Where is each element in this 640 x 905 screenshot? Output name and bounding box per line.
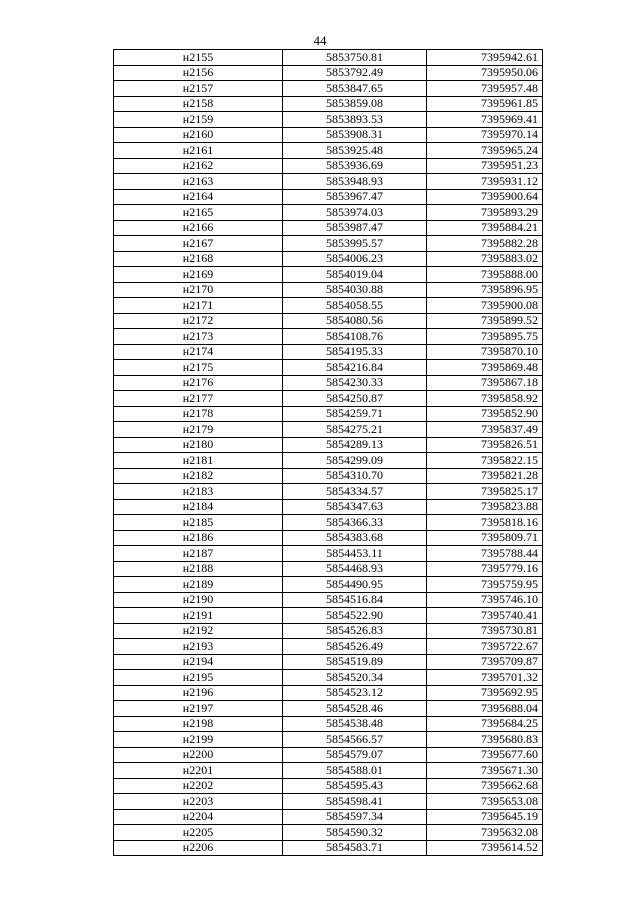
point-id-cell: н2155	[114, 50, 283, 66]
point-id-cell: н2203	[114, 794, 283, 810]
point-id-cell: н2195	[114, 670, 283, 686]
point-id-cell: н2194	[114, 654, 283, 670]
y-coordinate-cell: 7395893.29	[427, 205, 543, 221]
x-coordinate-cell: 5854595.43	[283, 778, 427, 794]
point-id-cell: н2197	[114, 701, 283, 717]
point-id-cell: н2184	[114, 499, 283, 515]
point-id-cell: н2187	[114, 546, 283, 562]
point-id-cell: н2199	[114, 732, 283, 748]
point-id-cell: н2175	[114, 360, 283, 376]
point-id-cell: н2204	[114, 809, 283, 825]
point-id-cell: н2190	[114, 592, 283, 608]
point-id-cell: н2164	[114, 189, 283, 205]
y-coordinate-cell: 7395701.32	[427, 670, 543, 686]
point-id-cell: н2167	[114, 236, 283, 252]
table-row	[114, 329, 543, 345]
point-id-cell: н2177	[114, 391, 283, 407]
x-coordinate-cell: 5854520.34	[283, 670, 427, 686]
table-row	[114, 484, 543, 500]
table-row	[114, 391, 543, 407]
point-id-cell: н2192	[114, 623, 283, 639]
table-row	[114, 670, 543, 686]
table-row	[114, 763, 543, 779]
coordinates-table-body	[114, 50, 543, 856]
x-coordinate-cell: 5853925.48	[283, 143, 427, 159]
x-coordinate-cell: 5853974.03	[283, 205, 427, 221]
x-coordinate-cell: 5854597.34	[283, 809, 427, 825]
x-coordinate-cell: 5854566.57	[283, 732, 427, 748]
table-row	[114, 360, 543, 376]
y-coordinate-cell: 7395632.08	[427, 825, 543, 841]
table-row	[114, 654, 543, 670]
point-id-cell: н2161	[114, 143, 283, 159]
table-row	[114, 453, 543, 469]
point-id-cell: н2166	[114, 220, 283, 236]
x-coordinate-cell: 5854347.63	[283, 499, 427, 515]
x-coordinate-cell: 5853893.53	[283, 112, 427, 128]
y-coordinate-cell: 7395884.21	[427, 220, 543, 236]
y-coordinate-cell: 7395688.04	[427, 701, 543, 717]
table-row	[114, 515, 543, 531]
x-coordinate-cell: 5854058.55	[283, 298, 427, 314]
y-coordinate-cell: 7395869.48	[427, 360, 543, 376]
y-coordinate-cell: 7395822.15	[427, 453, 543, 469]
point-id-cell: н2157	[114, 81, 283, 97]
table-row	[114, 158, 543, 174]
x-coordinate-cell: 5854590.32	[283, 825, 427, 841]
table-row	[114, 236, 543, 252]
x-coordinate-cell: 5854310.70	[283, 468, 427, 484]
y-coordinate-cell: 7395942.61	[427, 50, 543, 66]
point-id-cell: н2156	[114, 65, 283, 81]
y-coordinate-cell: 7395818.16	[427, 515, 543, 531]
table-row	[114, 50, 543, 66]
x-coordinate-cell: 5853995.57	[283, 236, 427, 252]
x-coordinate-cell: 5854453.11	[283, 546, 427, 562]
x-coordinate-cell: 5854366.33	[283, 515, 427, 531]
x-coordinate-cell: 5853750.81	[283, 50, 427, 66]
table-row	[114, 112, 543, 128]
x-coordinate-cell: 5854523.12	[283, 685, 427, 701]
x-coordinate-cell: 5854528.46	[283, 701, 427, 717]
x-coordinate-cell: 5853908.31	[283, 127, 427, 143]
y-coordinate-cell: 7395823.88	[427, 499, 543, 515]
y-coordinate-cell: 7395759.95	[427, 577, 543, 593]
table-row	[114, 344, 543, 360]
x-coordinate-cell: 5854526.49	[283, 639, 427, 655]
point-id-cell: н2183	[114, 484, 283, 500]
y-coordinate-cell: 7395730.81	[427, 623, 543, 639]
x-coordinate-cell: 5854080.56	[283, 313, 427, 329]
y-coordinate-cell: 7395614.52	[427, 840, 543, 856]
page-number: 44	[313, 33, 327, 48]
table-row	[114, 685, 543, 701]
table-row	[114, 220, 543, 236]
y-coordinate-cell: 7395888.00	[427, 267, 543, 283]
table-row	[114, 623, 543, 639]
y-coordinate-cell: 7395969.41	[427, 112, 543, 128]
x-coordinate-cell: 5854289.13	[283, 437, 427, 453]
x-coordinate-cell: 5854468.93	[283, 561, 427, 577]
table-row	[114, 592, 543, 608]
x-coordinate-cell: 5854583.71	[283, 840, 427, 856]
table-row	[114, 499, 543, 515]
x-coordinate-cell: 5853987.47	[283, 220, 427, 236]
y-coordinate-cell: 7395870.10	[427, 344, 543, 360]
x-coordinate-cell: 5854006.23	[283, 251, 427, 267]
point-id-cell: н2168	[114, 251, 283, 267]
y-coordinate-cell: 7395883.02	[427, 251, 543, 267]
table-row	[114, 96, 543, 112]
y-coordinate-cell: 7395896.95	[427, 282, 543, 298]
y-coordinate-cell: 7395895.75	[427, 329, 543, 345]
table-row	[114, 546, 543, 562]
x-coordinate-cell: 5854230.33	[283, 375, 427, 391]
x-coordinate-cell: 5854526.83	[283, 623, 427, 639]
x-coordinate-cell: 5854250.87	[283, 391, 427, 407]
point-id-cell: н2205	[114, 825, 283, 841]
y-coordinate-cell: 7395970.14	[427, 127, 543, 143]
y-coordinate-cell: 7395692.95	[427, 685, 543, 701]
table-row	[114, 251, 543, 267]
y-coordinate-cell: 7395677.60	[427, 747, 543, 763]
x-coordinate-cell: 5854538.48	[283, 716, 427, 732]
y-coordinate-cell: 7395722.67	[427, 639, 543, 655]
y-coordinate-cell: 7395900.08	[427, 298, 543, 314]
point-id-cell: н2174	[114, 344, 283, 360]
point-id-cell: н2165	[114, 205, 283, 221]
table-row	[114, 732, 543, 748]
point-id-cell: н2160	[114, 127, 283, 143]
point-id-cell: н2201	[114, 763, 283, 779]
y-coordinate-cell: 7395671.30	[427, 763, 543, 779]
point-id-cell: н2191	[114, 608, 283, 624]
y-coordinate-cell: 7395882.28	[427, 236, 543, 252]
x-coordinate-cell: 5854334.57	[283, 484, 427, 500]
table-row	[114, 127, 543, 143]
table-row	[114, 205, 543, 221]
point-id-cell: н2189	[114, 577, 283, 593]
x-coordinate-cell: 5853948.93	[283, 174, 427, 190]
y-coordinate-cell: 7395867.18	[427, 375, 543, 391]
y-coordinate-cell: 7395899.52	[427, 313, 543, 329]
y-coordinate-cell: 7395653.08	[427, 794, 543, 810]
x-coordinate-cell: 5853847.65	[283, 81, 427, 97]
x-coordinate-cell: 5853967.47	[283, 189, 427, 205]
x-coordinate-cell: 5854522.90	[283, 608, 427, 624]
x-coordinate-cell: 5854383.68	[283, 530, 427, 546]
point-id-cell: н2171	[114, 298, 283, 314]
y-coordinate-cell: 7395826.51	[427, 437, 543, 453]
table-row	[114, 298, 543, 314]
y-coordinate-cell: 7395821.28	[427, 468, 543, 484]
y-coordinate-cell: 7395950.06	[427, 65, 543, 81]
point-id-cell: н2181	[114, 453, 283, 469]
point-id-cell: н2202	[114, 778, 283, 794]
table-row	[114, 375, 543, 391]
table-row	[114, 267, 543, 283]
point-id-cell: н2179	[114, 422, 283, 438]
x-coordinate-cell: 5854030.88	[283, 282, 427, 298]
table-row	[114, 794, 543, 810]
y-coordinate-cell: 7395680.83	[427, 732, 543, 748]
y-coordinate-cell: 7395825.17	[427, 484, 543, 500]
y-coordinate-cell: 7395746.10	[427, 592, 543, 608]
table-row	[114, 313, 543, 329]
point-id-cell: н2182	[114, 468, 283, 484]
y-coordinate-cell: 7395788.44	[427, 546, 543, 562]
x-coordinate-cell: 5853936.69	[283, 158, 427, 174]
table-row	[114, 561, 543, 577]
table-row	[114, 825, 543, 841]
point-id-cell: н2198	[114, 716, 283, 732]
x-coordinate-cell: 5854490.95	[283, 577, 427, 593]
x-coordinate-cell: 5854275.21	[283, 422, 427, 438]
point-id-cell: н2206	[114, 840, 283, 856]
point-id-cell: н2169	[114, 267, 283, 283]
table-row	[114, 174, 543, 190]
y-coordinate-cell: 7395961.85	[427, 96, 543, 112]
y-coordinate-cell: 7395965.24	[427, 143, 543, 159]
x-coordinate-cell: 5854259.71	[283, 406, 427, 422]
table-row	[114, 577, 543, 593]
table-row	[114, 437, 543, 453]
point-id-cell: н2170	[114, 282, 283, 298]
point-id-cell: н2158	[114, 96, 283, 112]
x-coordinate-cell: 5854019.04	[283, 267, 427, 283]
y-coordinate-cell: 7395645.19	[427, 809, 543, 825]
table-row	[114, 840, 543, 856]
point-id-cell: н2186	[114, 530, 283, 546]
table-row	[114, 716, 543, 732]
table-row	[114, 468, 543, 484]
table-row	[114, 530, 543, 546]
y-coordinate-cell: 7395858.92	[427, 391, 543, 407]
x-coordinate-cell: 5854108.76	[283, 329, 427, 345]
point-id-cell: н2173	[114, 329, 283, 345]
table-row	[114, 608, 543, 624]
table-row	[114, 81, 543, 97]
table-row	[114, 282, 543, 298]
table-row	[114, 406, 543, 422]
table-row	[114, 143, 543, 159]
x-coordinate-cell: 5854519.89	[283, 654, 427, 670]
y-coordinate-cell: 7395779.16	[427, 561, 543, 577]
x-coordinate-cell: 5854598.41	[283, 794, 427, 810]
y-coordinate-cell: 7395684.25	[427, 716, 543, 732]
point-id-cell: н2185	[114, 515, 283, 531]
point-id-cell: н2162	[114, 158, 283, 174]
point-id-cell: н2193	[114, 639, 283, 655]
point-id-cell: н2178	[114, 406, 283, 422]
y-coordinate-cell: 7395900.64	[427, 189, 543, 205]
coordinates-table	[113, 49, 543, 856]
x-coordinate-cell: 5854299.09	[283, 453, 427, 469]
table-row	[114, 189, 543, 205]
y-coordinate-cell: 7395662.68	[427, 778, 543, 794]
table-row	[114, 422, 543, 438]
x-coordinate-cell: 5854195.33	[283, 344, 427, 360]
x-coordinate-cell: 5853792.49	[283, 65, 427, 81]
y-coordinate-cell: 7395951.23	[427, 158, 543, 174]
point-id-cell: н2163	[114, 174, 283, 190]
point-id-cell: н2176	[114, 375, 283, 391]
point-id-cell: н2196	[114, 685, 283, 701]
point-id-cell: н2180	[114, 437, 283, 453]
y-coordinate-cell: 7395931.12	[427, 174, 543, 190]
table-row	[114, 65, 543, 81]
x-coordinate-cell: 5854216.84	[283, 360, 427, 376]
x-coordinate-cell: 5854579.07	[283, 747, 427, 763]
table-row	[114, 778, 543, 794]
point-id-cell: н2188	[114, 561, 283, 577]
x-coordinate-cell: 5853859.08	[283, 96, 427, 112]
table-row	[114, 747, 543, 763]
point-id-cell: н2159	[114, 112, 283, 128]
point-id-cell: н2172	[114, 313, 283, 329]
x-coordinate-cell: 5854516.84	[283, 592, 427, 608]
y-coordinate-cell: 7395837.49	[427, 422, 543, 438]
x-coordinate-cell: 5854588.01	[283, 763, 427, 779]
point-id-cell: н2200	[114, 747, 283, 763]
y-coordinate-cell: 7395740.41	[427, 608, 543, 624]
y-coordinate-cell: 7395709.87	[427, 654, 543, 670]
y-coordinate-cell: 7395957.48	[427, 81, 543, 97]
table-row	[114, 701, 543, 717]
y-coordinate-cell: 7395852.90	[427, 406, 543, 422]
table-row	[114, 639, 543, 655]
table-row	[114, 809, 543, 825]
y-coordinate-cell: 7395809.71	[427, 530, 543, 546]
